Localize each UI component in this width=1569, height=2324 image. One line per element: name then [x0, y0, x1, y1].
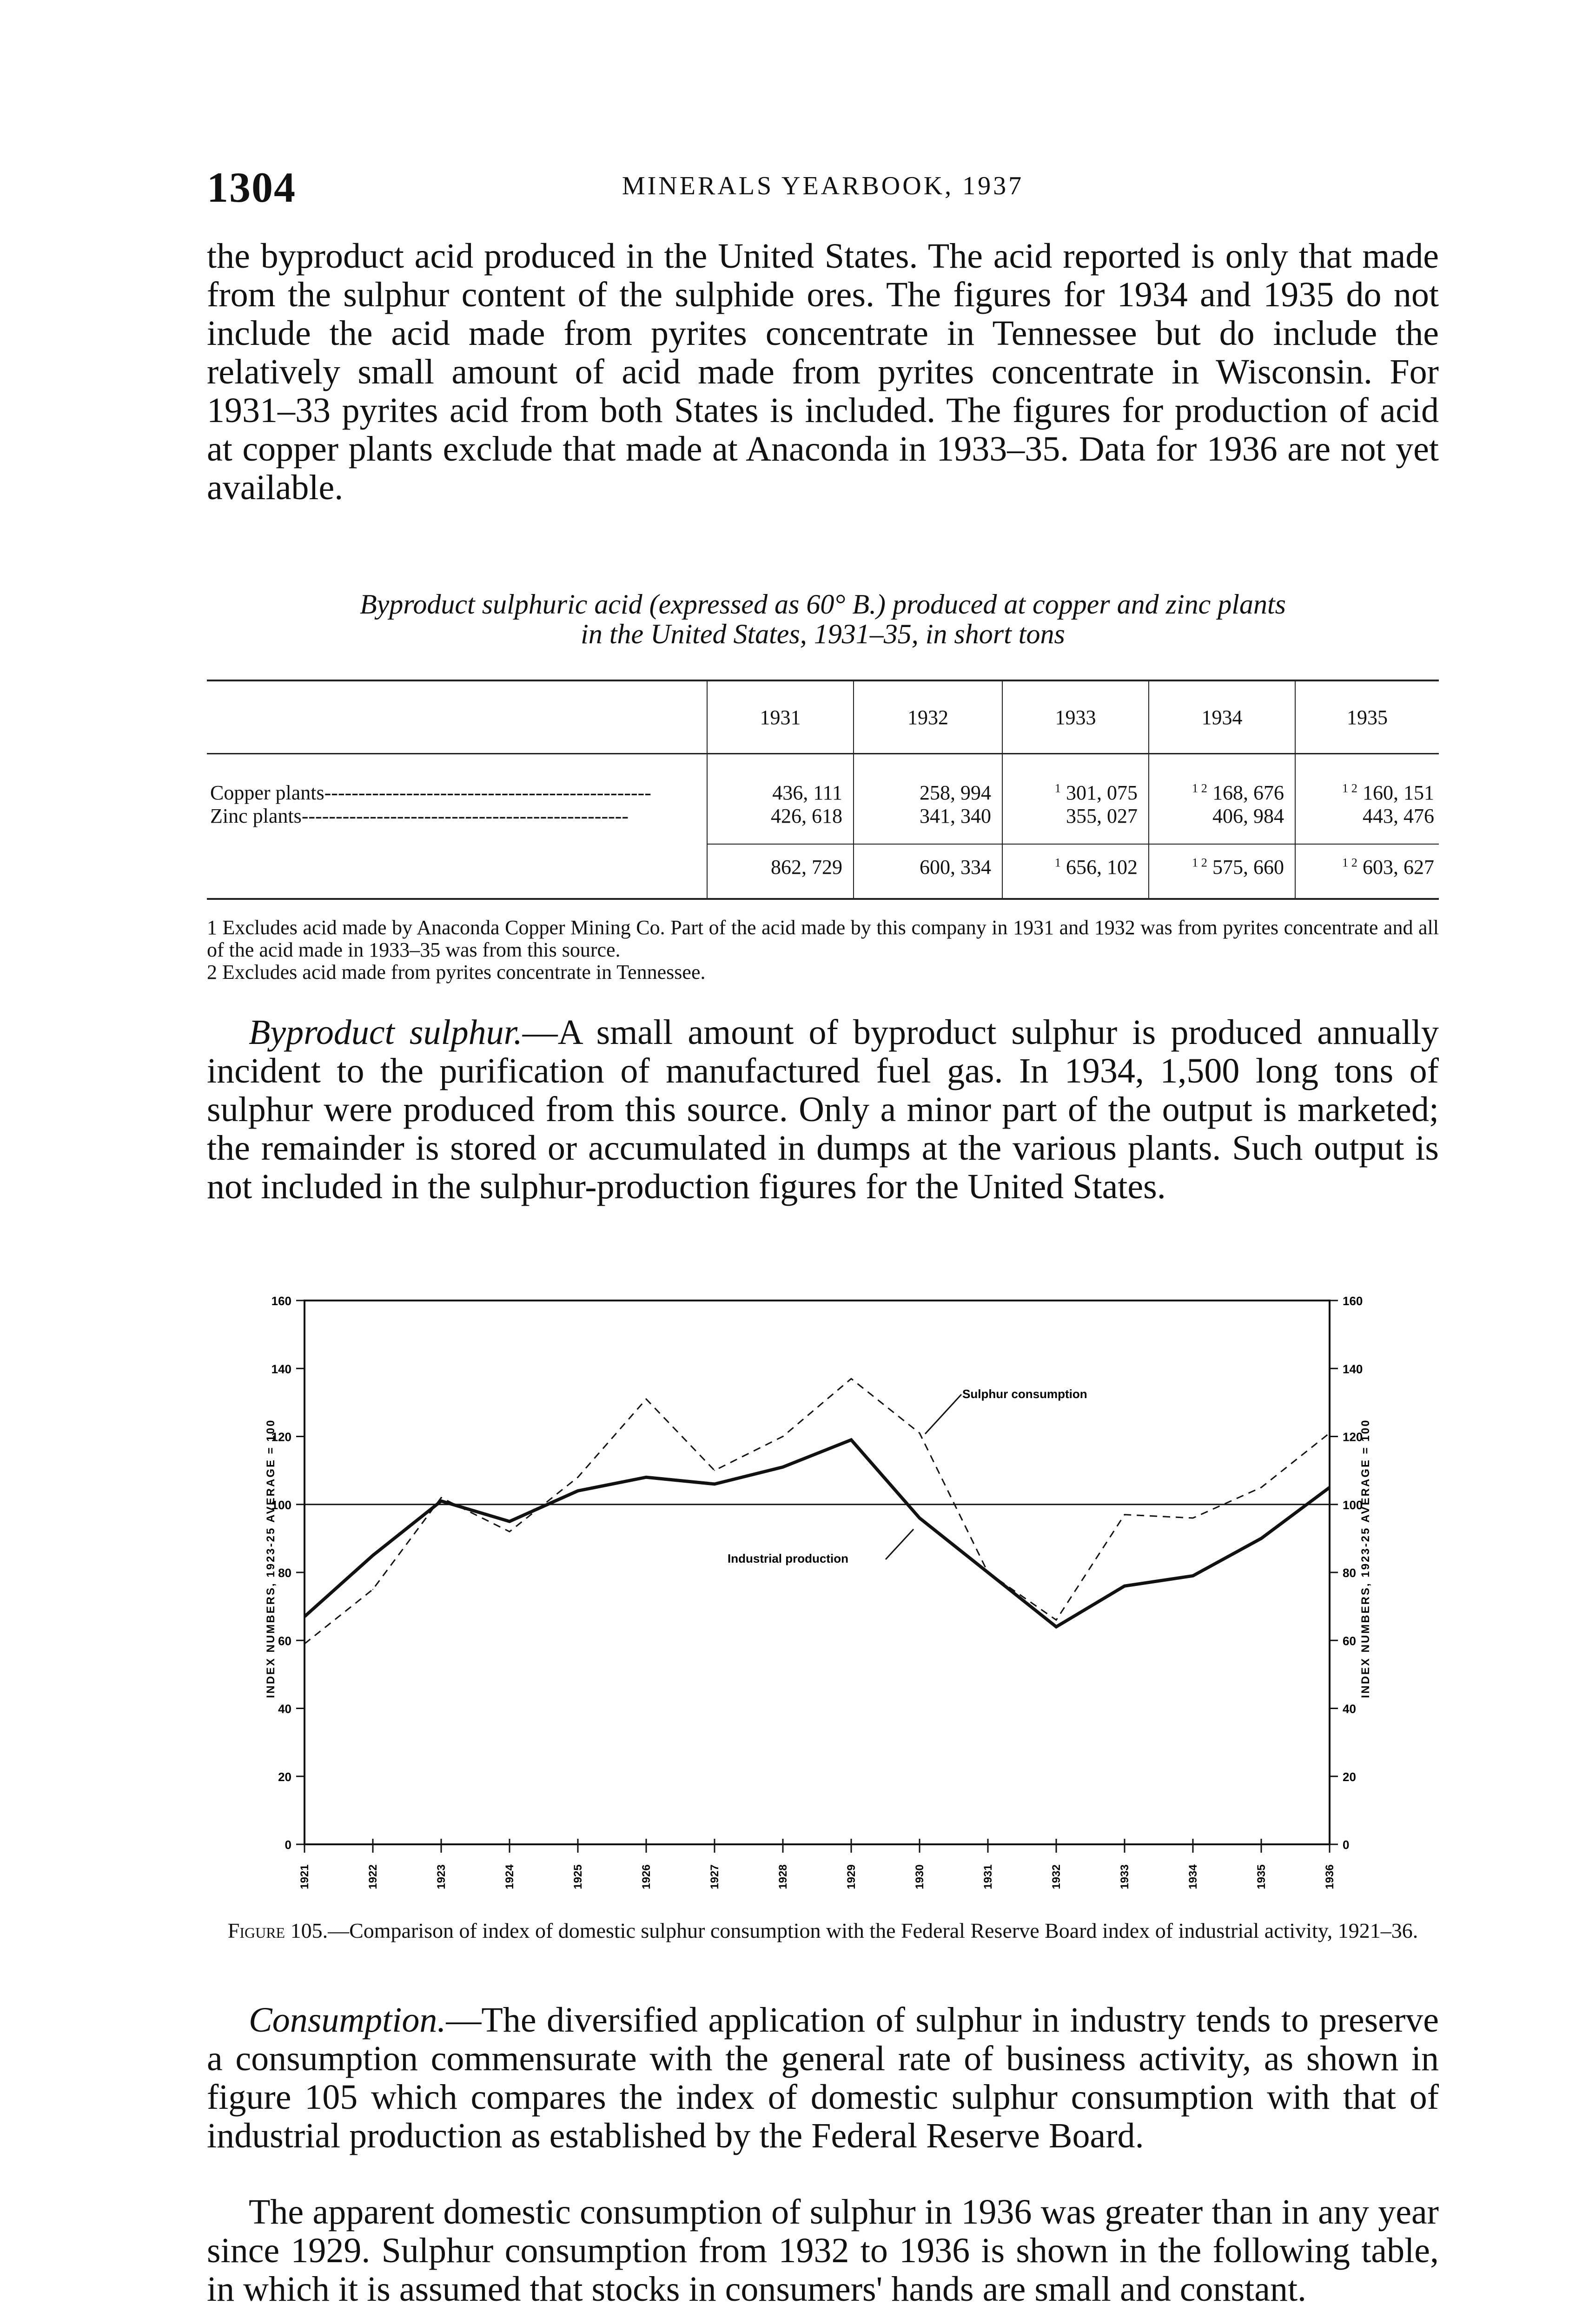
y-tick-label-left: 20	[278, 1769, 291, 1784]
x-tick-label: 1931	[982, 1864, 994, 1889]
data-point	[372, 1555, 373, 1556]
table-total: 862, 729	[771, 856, 842, 878]
annotation-leader	[886, 1529, 914, 1559]
data-point	[1329, 1487, 1330, 1488]
consumption-paragraph	[207, 2001, 1439, 2155]
figure-caption	[207, 1919, 1439, 1943]
annotation-leader	[925, 1394, 961, 1434]
chart-frame	[305, 1301, 1330, 1844]
annotation-industrial-production: Industrial production	[728, 1552, 848, 1565]
y-tick-label-left: 160	[271, 1294, 291, 1308]
x-tick-label: 1925	[572, 1864, 584, 1889]
table-cell: $^1$ 301, 075	[1054, 781, 1138, 804]
y-axis-label-right: INDEX NUMBERS, 1923-25 AVERAGE = 100	[1359, 1419, 1372, 1698]
y-tick-label-left: 120	[271, 1430, 291, 1444]
consumption-heading: Consumption.	[249, 2000, 446, 2040]
table-total: 600, 334	[920, 856, 991, 878]
data-point	[577, 1491, 578, 1492]
y-axis-label-left: INDEX NUMBERS, 1923-25 AVERAGE = 100	[265, 1419, 277, 1698]
row-label-copper: Copper plants------------------------------------------------	[210, 781, 651, 804]
table-total: $^{1 2}$ 575, 660	[1192, 855, 1284, 878]
row-label-zinc: Zinc plants------------------------------------------------	[210, 805, 629, 827]
data-point	[441, 1497, 442, 1498]
table-cell: $^{1 2}$ 160, 151	[1342, 781, 1434, 804]
data-point	[441, 1500, 442, 1501]
data-point	[851, 1439, 852, 1440]
consumption-text: —The diversified application of sulphur in industry tends to preserve a consumption commensurate with the general rate of business activity, as shown in figure 105 which compares the index of domestic sulphur consumption with that of industrial production as established by the Federal Reserve Board.	[207, 2000, 1439, 2155]
x-tick-label: 1923	[435, 1864, 448, 1889]
data-point	[782, 1466, 783, 1467]
data-point	[1192, 1518, 1193, 1519]
table-total: $^{1 2}$ 603, 627	[1342, 855, 1434, 878]
byproduct-sulphur-text: —A small amount of byproduct sulphur is produced annually incident to the purification of manufactured fuel gas. In 1934, 1,500 long tons of sulphur were produced from this source. Only a minor part of the output is marketed; the remainder is stored or accumulated in dumps at the various plants. Such output is not included in the sulphur-production figures for the United States.	[207, 1013, 1439, 1206]
y-tick-label-left: 60	[278, 1634, 291, 1648]
y-tick-label-right: 140	[1343, 1362, 1363, 1376]
data-point	[372, 1589, 373, 1590]
col-header: 1931	[760, 706, 801, 729]
table-total: $^1$ 656, 102	[1054, 855, 1138, 878]
data-point	[782, 1436, 783, 1437]
table-cell: 436, 111	[772, 781, 842, 804]
col-header: 1933	[1055, 706, 1096, 729]
y-tick-label-right: 80	[1343, 1566, 1356, 1580]
y-tick-label-left: 0	[285, 1838, 291, 1852]
table-title-line1: Byproduct sulphuric acid (expressed as 60° B.) produced at copper and zinc plants	[360, 589, 1286, 620]
y-tick-label-right: 40	[1343, 1702, 1356, 1716]
y-tick-label-right: 160	[1343, 1294, 1363, 1308]
figure-label: Figure 105.	[227, 1919, 328, 1942]
data-point	[1124, 1514, 1125, 1515]
footnote-2: 2 Excludes acid made from pyrites concentrate in Tennessee.	[207, 961, 706, 984]
y-tick-label-right: 0	[1343, 1838, 1350, 1852]
x-tick-label: 1928	[777, 1864, 789, 1889]
footnote-1: 1 Excludes acid made by Anaconda Copper Mining Co. Part of the acid made by this company in 1931 and 1932 was from pyrites concentrate and all of the acid made in 1933–35 was from this source.	[207, 916, 1439, 961]
table-cell: 341, 340	[920, 805, 991, 827]
y-tick-label-right: 20	[1343, 1769, 1356, 1784]
data-point	[1261, 1487, 1262, 1488]
col-header: 1932	[907, 706, 948, 729]
y-tick-label-left: 40	[278, 1702, 291, 1716]
data-point	[919, 1518, 920, 1519]
figure-caption-text: —Comparison of index of domestic sulphur consumption with the Federal Reserve Board index of industrial activity, 1921–36.	[328, 1919, 1418, 1942]
data-point	[509, 1521, 510, 1522]
intro-paragraph: the byproduct acid produced in the United States. The acid reported is only that made from the sulphur content of the sulphide ores. The figures for 1934 and 1935 do not include the acid made from pyrites concentrate in Tennessee but do include the relatively small amount of acid made from pyrites concentrate in Wisconsin. For 1931–33 pyrites acid from both States is included. The figures for production of acid at copper plants exclude that made at Anaconda in 1933–35. Data for 1936 are not yet available.	[207, 237, 1439, 507]
data-point	[509, 1531, 510, 1532]
x-tick-label: 1933	[1119, 1864, 1131, 1889]
x-tick-label: 1924	[503, 1864, 516, 1889]
data-point	[304, 1616, 305, 1617]
x-tick-label: 1926	[640, 1864, 653, 1889]
y-tick-label-left: 140	[271, 1362, 291, 1376]
y-tick-label-right: 120	[1343, 1430, 1363, 1444]
table-cell: 443, 476	[1363, 805, 1434, 827]
x-tick-label: 1936	[1324, 1864, 1336, 1889]
data-point	[646, 1399, 647, 1400]
data-point	[714, 1470, 715, 1471]
table-title-line2: in the United States, 1931–35, in short tons	[581, 619, 1065, 649]
table-cell: 355, 027	[1066, 805, 1138, 827]
x-tick-label: 1927	[708, 1864, 721, 1889]
data-point	[1261, 1538, 1262, 1539]
col-header: 1934	[1201, 706, 1243, 729]
data-point	[851, 1378, 852, 1379]
data-point	[577, 1477, 578, 1478]
y-tick-label-right: 60	[1343, 1634, 1356, 1648]
consumption-paragraph-2: The apparent domestic consumption of sulphur in 1936 was greater than in any year since 1929. Sulphur consumption from 1932 to 1936 is shown in the following table, in which it is assumed that stocks in consumers' hands are small and constant.	[207, 2192, 1439, 2309]
table-cell: 258, 994	[920, 781, 991, 804]
x-tick-label: 1932	[1050, 1864, 1063, 1889]
table-cell: $^{1 2}$ 168, 676	[1192, 781, 1284, 804]
annotation-sulphur-consumption: Sulphur consumption	[962, 1387, 1087, 1401]
series-line-industrial-production	[305, 1440, 1330, 1627]
running-head: MINERALS YEARBOOK, 1937	[622, 172, 1024, 200]
x-tick-label: 1922	[367, 1864, 379, 1889]
x-tick-label: 1929	[845, 1864, 858, 1889]
table-cell: 426, 618	[771, 805, 842, 827]
x-tick-label: 1930	[914, 1864, 926, 1889]
data-point	[1056, 1626, 1057, 1627]
table-cell: 406, 984	[1212, 805, 1284, 827]
col-header: 1935	[1347, 706, 1388, 729]
series-line-sulphur-consumption	[305, 1379, 1330, 1644]
y-tick-label-right: 100	[1343, 1498, 1363, 1512]
byproduct-sulphur-heading: Byproduct sulphur.	[249, 1013, 523, 1052]
data-point	[987, 1572, 988, 1573]
data-point	[714, 1484, 715, 1485]
data-point	[1124, 1585, 1125, 1586]
y-tick-label-left: 80	[278, 1566, 291, 1580]
page-number: 1304	[207, 164, 296, 211]
data-point	[646, 1477, 647, 1478]
x-tick-label: 1934	[1187, 1864, 1199, 1889]
data-point	[1192, 1575, 1193, 1576]
x-tick-label: 1935	[1255, 1864, 1268, 1889]
data-point	[1056, 1619, 1057, 1620]
x-tick-label: 1921	[298, 1864, 311, 1889]
y-tick-label-left: 100	[271, 1498, 291, 1512]
